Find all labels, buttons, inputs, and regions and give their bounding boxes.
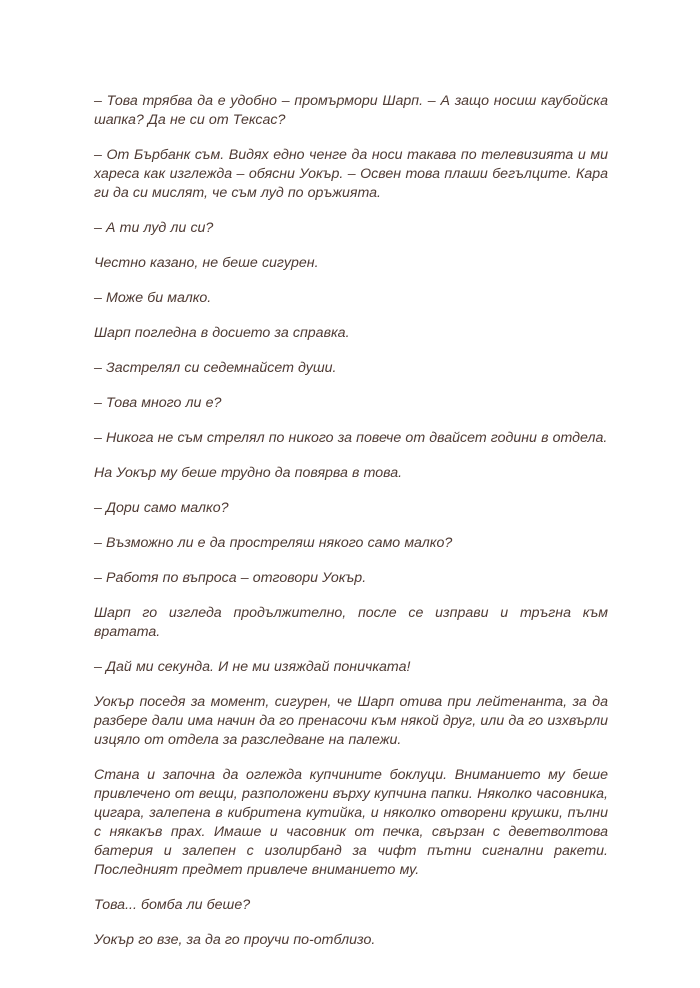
paragraph-11: – Дори само малко? — [94, 500, 229, 516]
paragraph-9: – Никога не съм стрелял по никого за повече от двайсет години в отдела. — [94, 430, 608, 446]
paragraph-16: Уокър поседя за момент, сигурен, че Шарп отива при лейтенанта, за да разбере дали има начин да го пренасочи към някой друг, или да го изхвърли изцяло от отдела за разследване на палежи. — [94, 694, 608, 748]
paragraph-3: – А ти луд ли си? — [94, 220, 214, 236]
paragraph-12: – Възможно ли е да простреляш някого само малко? — [94, 535, 453, 551]
paragraph-18: Това... бомба ли беше? — [94, 897, 251, 913]
paragraph-8: – Това много ли е? — [94, 395, 222, 411]
paragraph-4: Честно казано, не беше сигурен. — [94, 255, 319, 271]
paragraph-2: – От Бърбанк съм. Видях едно ченге да носи такава по телевизията и ми хареса как изглежда – обясни Уокър. – Освен това плаши бегълците. Кара ги да си мислят, че съм луд по оръжията. — [94, 147, 608, 201]
paragraph-10: На Уокър му беше трудно да повярва в това. — [94, 465, 403, 481]
paragraph-17: Стана и започна да оглежда купчините боклуци. Вниманието му беше привлечено от вещи, разположени върху купчина папки. Няколко часовника, цигара, залепена в кибритена кутийка, и няколко отворени крушки, пълни с някакъв прах. Имаше и часовник от печка, свързан с деветволтова батерия и залепен с изолирбанд за чифт пътни сигнални ракети. Последният предмет привлече вниманието му. — [94, 767, 608, 878]
paragraph-5: – Може би малко. — [94, 290, 212, 306]
paragraph-7: – Застрелял си седемнайсет души. — [94, 360, 337, 376]
paragraph-13: – Работя по въпроса – отговори Уокър. — [94, 570, 367, 586]
paragraph-6: Шарп погледна в досието за справка. — [94, 325, 350, 341]
paragraph-14: Шарп го изгледа продължително, после се изправи и тръгна към вратата. — [94, 605, 608, 640]
paragraph-1: – Това трябва да е удобно – промърмори Шарп. – А защо носиш каубойска шапка? Да не си от Тексас? — [94, 93, 608, 128]
paragraph-15: – Дай ми секунда. И не ми изяждай поничката! — [94, 659, 411, 675]
paragraph-19: Уокър го взе, за да го проучи по-отблизо. — [94, 932, 376, 948]
